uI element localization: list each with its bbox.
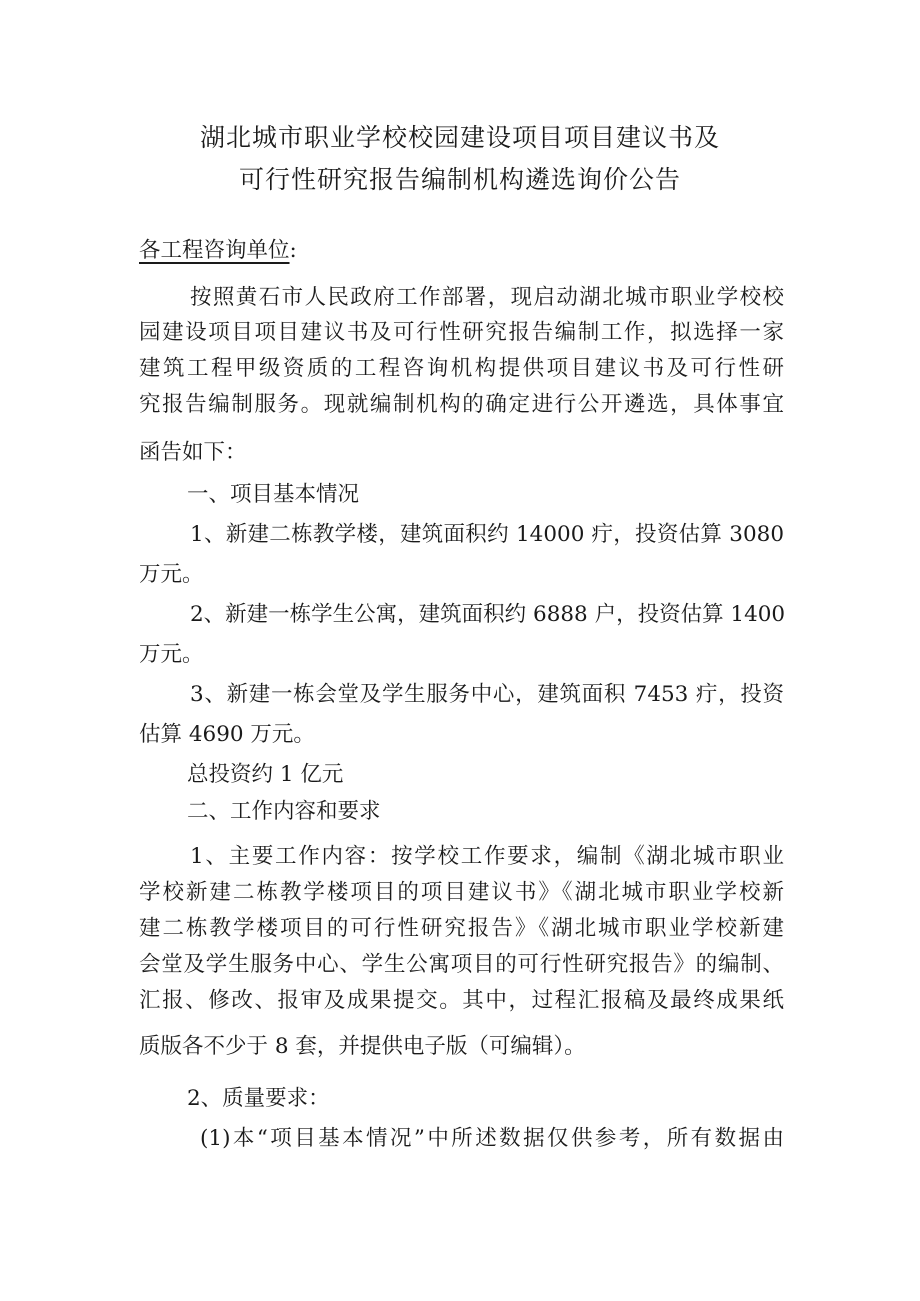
item2-line-2: 万元。 [139, 642, 204, 667]
work-line-1: 1、主要工作内容：按学校工作要求，编制《湖北城市职业 [190, 844, 784, 869]
total-investment: 总投资约 1 亿元 [187, 762, 344, 787]
section1-heading: 一、项目基本情况 [187, 482, 360, 507]
work-line-6: 质版各不少于 8 套，并提供电子版（可编辑）。 [139, 1034, 586, 1059]
work-line-2: 学校新建二栋教学楼项目的项目建议书》《湖北城市职业学校新 [139, 880, 784, 905]
quality-heading: 2、质量要求： [187, 1086, 330, 1111]
item3-line-1: 3、新建一栋会堂及学生服务中心，建筑面积 7453 疔，投资 [190, 682, 784, 707]
work-line-4: 会堂及学生服务中心、学生公寓项目的可行性研究报告》的编制、 [139, 952, 784, 977]
item3-line-2: 估算 4690 万元。 [139, 722, 315, 747]
item2-line-1: 2、新建一栋学生公寓，建筑面积约 6888 户，投资估算 1400 [190, 602, 786, 627]
intro-line-4: 究报告编制服务。现就编制机构的确定进行公开遴选，具体事宜 [139, 392, 784, 417]
intro-line-2: 园建设项目项目建议书及可行性研究报告编制工作，拟选择一家 [139, 320, 784, 345]
document-title-line-2: 可行性研究报告编制机构遴选询价公告 [238, 165, 681, 194]
intro-line-5: 函告如下： [139, 440, 247, 465]
work-line-3: 建二栋教学楼项目的可行性研究报告》《湖北城市职业学校新建 [139, 916, 784, 941]
salutation [139, 236, 297, 266]
intro-line-1: 按照黄石市人民政府工作部署，现启动湖北城市职业学校校 [190, 285, 784, 310]
intro-line-3: 建筑工程甲级资质的工程咨询机构提供项目建议书及可行性研 [139, 356, 784, 381]
document-title-line-1: 湖北城市职业学校校园建设项目项目建议书及 [199, 123, 720, 152]
salutation-text: 各工程咨询单位 [139, 238, 290, 263]
section2-heading: 二、工作内容和要求 [187, 799, 381, 824]
salutation-colon: : [289, 238, 297, 263]
item1-line-2: 万元。 [139, 562, 204, 587]
quality-line-1: (1)本“项目基本情况”中所述数据仅供参考，所有数据由 [200, 1126, 784, 1151]
item1-line-1: 1、新建二栋教学楼，建筑面积约 14000 疔，投资估算 3080 [190, 522, 784, 547]
work-line-5: 汇报、修改、报审及成果提交。其中，过程汇报稿及最终成果纸 [139, 988, 784, 1013]
